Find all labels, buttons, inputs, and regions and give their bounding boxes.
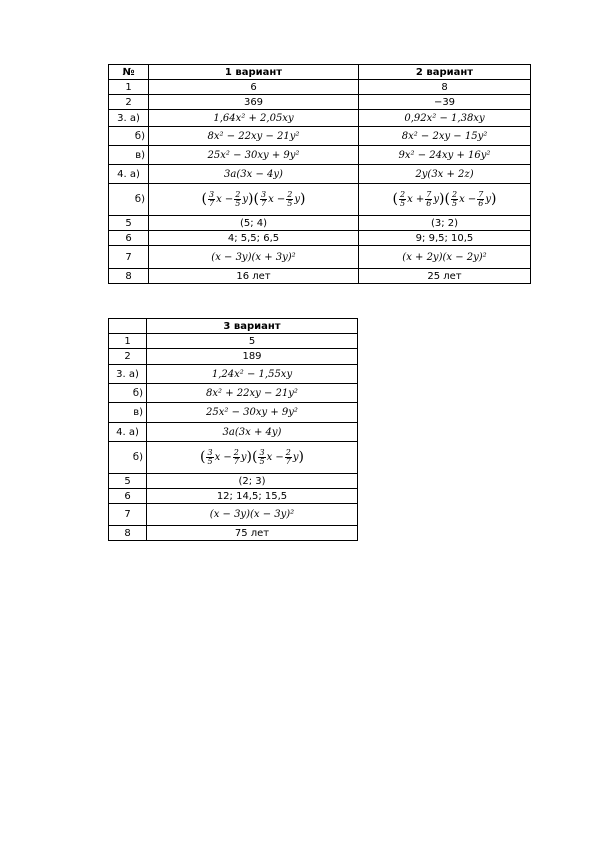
denominator: 5 [235, 199, 241, 208]
paren: ( [200, 449, 206, 465]
table-row [109, 365, 358, 384]
numerator: 2 [287, 190, 293, 199]
task-number: 3. а) [109, 110, 149, 127]
task-number: 7 [109, 246, 149, 269]
task-number: 1 [109, 334, 147, 349]
answer-variant-1 [149, 184, 359, 216]
header-variant-1: 1 вариант [149, 65, 359, 80]
table-row [109, 423, 358, 442]
task-number: б) [109, 384, 147, 403]
task-number: б) [109, 442, 147, 474]
task-number: 3. а) [109, 365, 147, 384]
fraction [286, 191, 293, 208]
fraction [260, 191, 267, 208]
fraction [208, 191, 215, 208]
task-number: 4. а) [109, 423, 147, 442]
fraction [206, 449, 213, 466]
table-row [109, 349, 358, 365]
term: y [485, 194, 492, 205]
numerator: 7 [426, 190, 432, 199]
answer-variant-2: (3; 2) [359, 216, 531, 231]
table-header-row [109, 319, 358, 334]
term: x − [459, 194, 477, 205]
fraction [258, 449, 265, 466]
fraction [233, 449, 240, 466]
fraction [285, 449, 292, 466]
denominator: 6 [478, 199, 484, 208]
table-row [109, 334, 358, 349]
paren: )( [439, 191, 450, 207]
table-row [109, 474, 358, 489]
answer-variant-2: −39 [359, 95, 531, 110]
task-number: 6 [109, 489, 147, 504]
answer-variant-2: 9x² − 24xy + 16y² [359, 146, 531, 165]
numerator: 2 [235, 190, 241, 199]
table-row [109, 489, 358, 504]
header-number [109, 319, 147, 334]
task-number: 2 [109, 349, 147, 365]
header-number: № [109, 65, 149, 80]
denominator: 7 [260, 199, 267, 208]
term: x − [268, 194, 286, 205]
fraction [234, 191, 241, 208]
task-number: 8 [109, 526, 147, 541]
term: x − [216, 194, 234, 205]
paren: )( [248, 191, 259, 207]
task-number: в) [109, 146, 149, 165]
paren: ) [300, 191, 306, 207]
fraction [477, 191, 484, 208]
numerator: 2 [233, 448, 239, 457]
answers-table-variant-3 [108, 318, 358, 541]
answer-variant-1: 4; 5,5; 6,5 [149, 231, 359, 246]
answer-variant-1: 3a(3x − 4y) [149, 165, 359, 184]
table-row [109, 246, 531, 269]
term: x − [214, 452, 232, 463]
numerator: 7 [478, 190, 484, 199]
answer-variant-1: 25x² − 30xy + 9y² [149, 146, 359, 165]
answer-variant-1: (5; 4) [149, 216, 359, 231]
task-number: 5 [109, 216, 149, 231]
table-row [109, 269, 531, 284]
table-header-row [109, 65, 531, 80]
task-number: 6 [109, 231, 149, 246]
numerator: 3 [207, 448, 213, 457]
paren: ) [491, 191, 497, 207]
task-number: 5 [109, 474, 147, 489]
task-number: 7 [109, 504, 147, 526]
answer-variant-1: 8x² − 22xy − 21y² [149, 127, 359, 146]
answer-variant-1: 1,64x² + 2,05xy [149, 110, 359, 127]
numerator: 2 [285, 448, 291, 457]
table-row [109, 146, 531, 165]
paren: ) [298, 449, 304, 465]
task-number: 4. а) [109, 165, 149, 184]
answer-variant-3: 12; 14,5; 15,5 [147, 489, 358, 504]
denominator: 5 [259, 457, 265, 466]
denominator: 5 [287, 199, 293, 208]
term: y [294, 194, 301, 205]
table-row [109, 384, 358, 403]
term: y [433, 194, 440, 205]
numerator: 3 [259, 448, 265, 457]
term: y [240, 452, 247, 463]
task-number: б) [109, 184, 149, 216]
fraction [425, 191, 432, 208]
table-row [109, 165, 531, 184]
answer-variant-3: (2; 3) [147, 474, 358, 489]
table-row [109, 184, 531, 216]
table-row [109, 231, 531, 246]
header-variant-3: 3 вариант [147, 319, 358, 334]
task-number: в) [109, 403, 147, 423]
table-row [109, 80, 531, 95]
paren: )( [246, 449, 258, 465]
table-row [109, 110, 531, 127]
term: x + [407, 194, 425, 205]
table-row [109, 442, 358, 474]
task-number: 1 [109, 80, 149, 95]
answer-variant-3: 1,24x² − 1,55xy [147, 365, 358, 384]
denominator: 5 [207, 457, 213, 466]
answer-variant-2: 2y(3x + 2z) [359, 165, 531, 184]
term: x − [266, 452, 284, 463]
table-row [109, 216, 531, 231]
denominator: 6 [426, 199, 432, 208]
denominator: 5 [451, 199, 458, 208]
table-row [109, 127, 531, 146]
header-variant-2: 2 вариант [359, 65, 531, 80]
task-number: б) [109, 127, 149, 146]
table-row [109, 95, 531, 110]
denominator: 7 [285, 457, 291, 466]
answer-variant-3: 8x² + 22xy − 21y² [147, 384, 358, 403]
answer-variant-2: 9; 9,5; 10,5 [359, 231, 531, 246]
denominator: 5 [399, 199, 406, 208]
table-row [109, 403, 358, 423]
answer-variant-2: 8 [359, 80, 531, 95]
fraction [399, 191, 406, 208]
answer-variant-2: 25 лет [359, 269, 531, 284]
answer-variant-1: (x − 3y)(x + 3y)² [149, 246, 359, 269]
numerator: 2 [451, 190, 458, 199]
answer-variant-2 [359, 184, 531, 216]
task-number: 2 [109, 95, 149, 110]
denominator: 7 [233, 457, 239, 466]
term: y [292, 452, 299, 463]
paren: ( [392, 191, 398, 207]
answer-variant-1: 369 [149, 95, 359, 110]
numerator: 3 [260, 190, 267, 199]
answer-variant-3: 25x² − 30xy + 9y² [147, 403, 358, 423]
answer-variant-3: (x − 3y)(x − 3y)² [147, 504, 358, 526]
answer-variant-3: 3a(3x + 4y) [147, 423, 358, 442]
task-number: 8 [109, 269, 149, 284]
answer-variant-3 [147, 442, 358, 474]
answer-variant-1: 6 [149, 80, 359, 95]
answer-variant-1: 16 лет [149, 269, 359, 284]
answers-table-variants-1-2 [108, 64, 531, 284]
table-row [109, 504, 358, 526]
answer-variant-2: (x + 2y)(x − 2y)² [359, 246, 531, 269]
answer-variant-2: 8x² − 2xy − 15y² [359, 127, 531, 146]
numerator: 3 [208, 190, 215, 199]
answer-variant-3: 75 лет [147, 526, 358, 541]
numerator: 2 [399, 190, 406, 199]
answer-variant-3: 189 [147, 349, 358, 365]
answer-variant-2: 0,92x² − 1,38xy [359, 110, 531, 127]
paren: ( [201, 191, 207, 207]
denominator: 7 [208, 199, 215, 208]
fraction [451, 191, 458, 208]
table-row [109, 526, 358, 541]
answer-variant-3: 5 [147, 334, 358, 349]
term: y [242, 194, 249, 205]
